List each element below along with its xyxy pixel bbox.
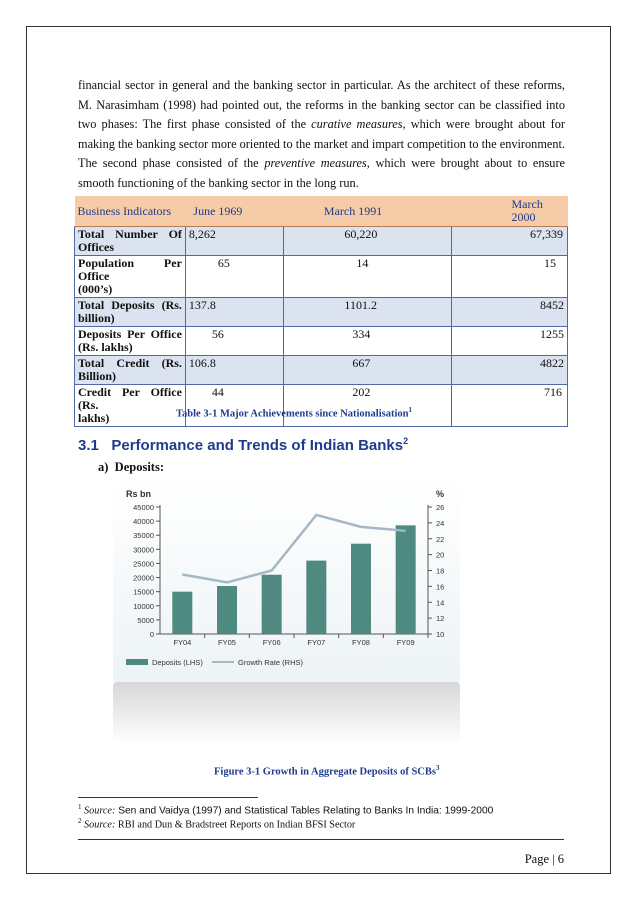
cell-june-1969: 106.8	[185, 356, 284, 385]
cell-march-1991: 1101.2	[284, 298, 452, 327]
cell-march-1991: 14	[284, 256, 452, 298]
bar-deposits-fy08	[351, 544, 371, 634]
table-caption: Table 3-1 Major Achievements since Nationalisation$^1$	[176, 406, 412, 420]
row-label: Population Per Office (000’s)	[75, 256, 186, 298]
header-march-2000: March 2000	[452, 196, 568, 227]
cell-march-1991: 202	[284, 385, 452, 427]
page-number: Page | 6	[524, 852, 564, 866]
curative-measures-term: curative measures	[311, 117, 403, 132]
cell-march-2000: 716	[452, 385, 568, 427]
right-tick-label: 20	[436, 550, 445, 560]
cell-march-2000: 4822	[452, 356, 568, 385]
left-axis-title: Rs bn	[126, 489, 152, 499]
cell-march-1991: 334	[284, 327, 452, 356]
cell-june-1969: 44	[185, 385, 284, 427]
cell-march-2000: 1255	[452, 327, 568, 356]
legend-deposits-label: Deposits (LHS)	[152, 658, 203, 667]
left-tick-label: 35000	[133, 531, 154, 541]
bar-deposits-fy09	[396, 525, 416, 634]
cell-june-1969: 56	[185, 327, 284, 356]
footnote-divider	[78, 797, 258, 798]
bar-deposits-fy05	[217, 586, 237, 634]
right-tick-label: 12	[436, 614, 445, 624]
growth-rate-line	[182, 515, 405, 582]
section-heading: 3.1 Performance and Trends of Indian Banks$^2$	[78, 436, 409, 454]
right-tick-label: 26	[436, 503, 445, 512]
right-tick-label: 24	[436, 518, 445, 528]
row-label: Total Deposits (Rs. billion)	[75, 298, 186, 327]
footnote-1: $^1$ Source: Sen and Vaidya (1997) and Statistical Tables Relating to Banks In India: 1999-2000	[78, 803, 494, 817]
left-tick-label: 30000	[133, 545, 154, 555]
header-march-1991: March 1991	[284, 196, 452, 227]
page-footer-rule	[78, 839, 564, 840]
subsection-deposits: a) Deposits:	[98, 460, 164, 474]
x-tick-label: FY04	[173, 638, 192, 647]
left-tick-label: 20000	[133, 573, 154, 583]
x-tick-label: FY07	[307, 638, 326, 647]
row-label: Total Credit (Rs. Billion)	[75, 356, 186, 385]
left-tick-label: 25000	[133, 559, 154, 569]
footnote-2: $^2$ Source: RBI and Dun & Bradstreet Reports on Indian BFSI Sector	[78, 817, 356, 831]
right-tick-label: 14	[436, 598, 445, 608]
row-label: Total Number Of Offices	[75, 227, 186, 256]
right-tick-label: 18	[436, 566, 445, 576]
left-tick-label: 45000	[133, 503, 154, 512]
row-label: Credit Per Office (Rs. lakhs)	[75, 385, 186, 427]
x-tick-label: FY06	[262, 638, 281, 647]
right-axis-title: %	[436, 489, 445, 499]
cell-june-1969: 137.8	[185, 298, 284, 327]
right-tick-label: 16	[436, 582, 445, 592]
header-june-1969: June 1969	[185, 196, 284, 227]
x-tick-label: FY05	[218, 638, 236, 647]
legend-deposits-swatch	[126, 659, 148, 665]
right-tick-label: 10	[436, 630, 445, 639]
row-label: Deposits Per Office (Rs. lakhs)	[75, 327, 186, 356]
legend-growth-label: Growth Rate (RHS)	[238, 658, 304, 667]
preventive-measures-term: preventive measures	[264, 156, 367, 171]
left-tick-label: 15000	[133, 587, 154, 597]
right-tick-label: 22	[436, 534, 445, 544]
figure-caption: Figure 3-1 Growth in Aggregate Deposits of SCBs$^3$	[214, 764, 440, 778]
cell-june-1969: 65	[185, 256, 284, 298]
bar-deposits-fy06	[262, 575, 282, 634]
body-paragraph: financial sector in general and the banking sector in particular. As the architect of these reforms, M. Narasimham (1998) had pointed out, the reforms in the banking sector can be classified into two phases: The first phase consisted of the curative measures, which were brought about for making the banking sector more oriented to the market and impart competition to the environment. The second phase consisted of the preventive measures, which were brought about to ensure smooth functioning of the banking sector in the long run.	[78, 78, 565, 190]
header-business-indicators: Business Indicators	[75, 196, 186, 227]
cell-march-2000: 8452	[452, 298, 568, 327]
x-tick-label: FY09	[396, 638, 415, 647]
left-tick-label: 40000	[133, 517, 154, 527]
left-tick-label: 5000	[137, 615, 154, 625]
bar-deposits-fy07	[306, 561, 326, 634]
left-tick-label: 0	[149, 630, 154, 639]
cell-march-1991: 60,220	[284, 227, 452, 256]
cell-march-1991: 667	[284, 356, 452, 385]
cell-march-2000: 67,339	[452, 227, 568, 256]
left-tick-label: 10000	[133, 601, 154, 611]
bar-deposits-fy04	[172, 592, 192, 634]
cell-june-1969: 8,262	[185, 227, 284, 256]
x-tick-label: FY08	[352, 638, 370, 647]
cell-march-2000: 15	[452, 256, 568, 298]
